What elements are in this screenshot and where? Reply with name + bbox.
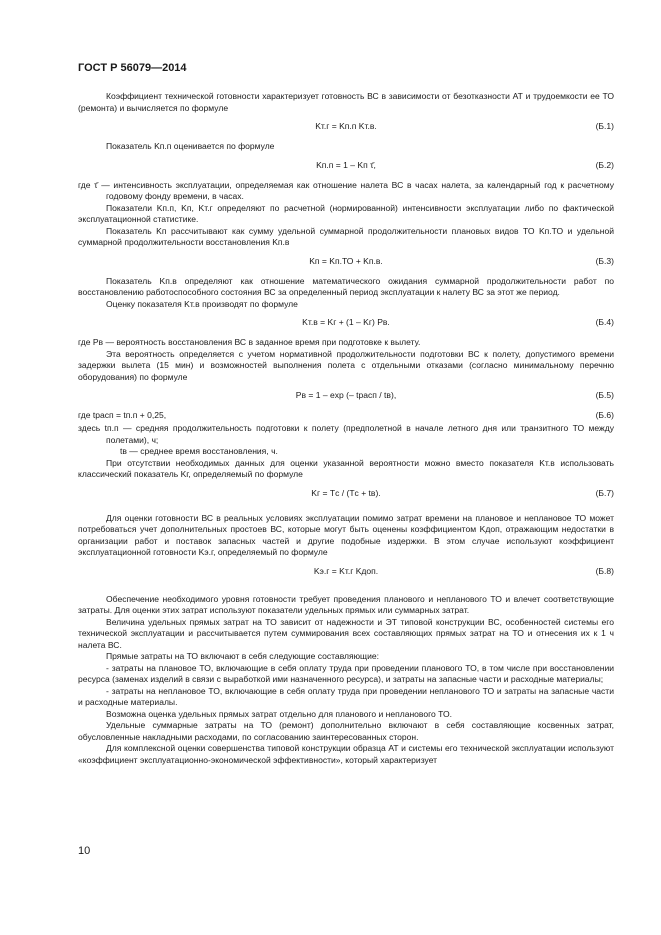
equation	[78, 386, 614, 407]
equation	[78, 484, 614, 510]
formula: Kэ.г = Kт.г Kдоп.	[313, 565, 379, 576]
list-item: - затраты на неплановое ТО, включающие в себя оплату труда при проведении непланового ТО и затраты на запасные части и расходные материалы.	[78, 685, 614, 707]
document-header: ГОСТ Р 56079—2014	[78, 62, 187, 74]
equation-number: (Б.3)	[595, 255, 614, 266]
definition: где Pв — вероятность восстановления ВС в заданное время при подготовке к вылету.	[78, 337, 421, 347]
formula: Kп = Kп.ТО + Kп.в.	[309, 255, 383, 266]
paragraph: Прямые затраты на ТО включают в себя следующие составляющие:	[106, 651, 379, 661]
equation	[78, 252, 614, 273]
definition: tв — среднее время восстановления, ч.	[120, 446, 278, 456]
paragraph: При отсутствии необходимых данных для оценки указанной вероятности можно вместо показателя Kт.в использовать классический показатель Kг, определяемый по формуле	[78, 457, 614, 479]
equation	[78, 313, 614, 334]
paragraph: Показатель Kп.п оценивается по формуле	[106, 141, 275, 151]
paragraph: Величина удельных прямых затрат на ТО зависит от надежности и ЭТ типовой конструкции ВС, особенностей системы его технической эксплуатации и рассчитывается путем суммирования всех составляющих прямых затрат на ТО и отнесения их к 1 ч налета ВС.	[78, 616, 614, 650]
formula: Kт.в = Kг + (1 – Kг) Pв.	[302, 317, 390, 327]
formula: Kг = Tс / (Tс + tв).	[311, 487, 381, 498]
paragraph: Коэффициент технической готовности характеризует готовность ВС в зависимости от безотказности АТ и трудоемкости ее ТО (ремонта) и вычисляется по формуле	[78, 91, 614, 113]
list-item: - затраты на плановое ТО, включающие в себя оплату труда при проведении планового ТО, в том числе при восстановлении ресурса (заменах изделий в связи с выработкой ими назначенного ресурса), и затраты на запасные части и расходные материалы;	[78, 662, 614, 684]
equation-number: (Б.7)	[595, 487, 614, 498]
paragraph: Удельные суммарные затраты на ТО (ремонт) дополнительно включают в себя составляющие косвенных затрат, обусловленные накладными расходами, по согласованию заинтересованных сторон.	[78, 720, 614, 742]
equation	[78, 117, 614, 138]
body-text	[78, 91, 614, 766]
equation-number: (Б.6)	[595, 410, 614, 420]
formula: где tрасп = tп.п + 0,25,	[78, 410, 167, 420]
paragraph: Обеспечение необходимого уровня готовности требует проведения планового и непланового ТО и влечет соответствующие затраты. Для оценки этих затрат используют показатели удельных прямых или суммарных затрат.	[78, 593, 614, 615]
equation	[78, 156, 614, 177]
paragraph: Оценку показателя Kт.в производят по формуле	[106, 298, 298, 309]
equation	[78, 562, 614, 583]
definition: где τ̄ — интенсивность эксплуатации, определяемая как отношение налета ВС в часах налета, за календарный год к расчетному годовому фонду времени, в часах.	[78, 179, 614, 201]
paragraph: Показатель Kп.в определяют как отношение математического ожидания суммарной продолжительности работ по восстановлению работоспособного состояния ВС за определенный период эксплуатации к налету ВС за этот же период.	[78, 275, 614, 297]
equation-number: (Б.1)	[595, 121, 614, 131]
equation-number: (Б.8)	[595, 565, 614, 576]
paragraph: Показатели Kп.п, Kп, Kт.г определяют по расчетной (нормированной) интенсивности эксплуатации либо по фактической эксплуатационной статистике.	[78, 202, 614, 224]
equation-number: (Б.4)	[595, 317, 614, 327]
paragraph: Для комплексной оценки совершенства типовой конструкции образца АТ и системы его технической эксплуатации используют «коэффициент эксплуатационно-экономической эффективности», который характеризует	[78, 743, 614, 765]
equation	[78, 410, 614, 423]
paragraph: Возможна оценка удельных прямых затрат отдельно для планового и непланового ТО.	[106, 708, 453, 719]
equation-number: (Б.5)	[595, 390, 614, 400]
definition: здесь tп.п — средняя продолжительность подготовки к полету (предполетной в начале летного дня или транзитного ТО между полетами), ч;	[78, 423, 614, 445]
formula: Kп.п = 1 – Kп τ̄,	[316, 159, 376, 170]
paragraph: Эта вероятность определяется с учетом нормативной продолжительности подготовки ВС к полету, допустимого времени задержки вылета (15 мин) и возможностей выполнения полета с отдельными отказами (согласно минимальному перечню оборудования) по формуле	[78, 348, 614, 382]
formula: Kт.г = Kп.п Kт.в.	[315, 121, 377, 131]
formula: Pв = 1 – exp (– tрасп / tв),	[295, 390, 397, 400]
equation-number: (Б.2)	[595, 159, 614, 170]
spacer	[78, 586, 614, 594]
paragraph: Показатель Kп рассчитывают как сумму удельной суммарной продолжительности плановых видов ТО Kп.ТО и удельной суммарной продолжительности восстановления Kп.в	[78, 225, 614, 247]
paragraph: Для оценки готовности ВС в реальных условиях эксплуатации помимо затрат времени на плановое и неплановое ТО может потребоваться учет дополнительных простоев ВС, которые могут быть оценены коэффициентом Kдоп, отражающим недостатки в организации работ и поставок запасных частей и другие подобные издержки. В этом случае используют коэффициент эксплуатационной готовности Kэ.г, определяемый по формуле	[78, 512, 614, 557]
page-number: 10	[78, 845, 91, 857]
